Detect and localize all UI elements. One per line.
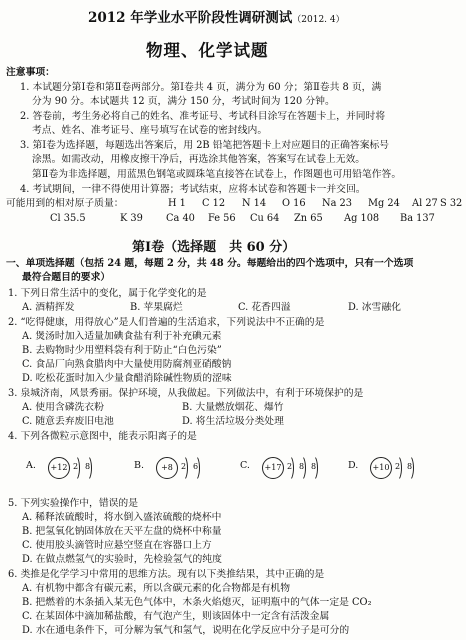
notice-line: 4. 考试期间，一律不得使用计算器；考试结束，应将本试卷和答题卡一并交回。 (20, 184, 366, 195)
question-stem: 4. 下列各微粒示意图中，能表示阳离子的是 (8, 431, 197, 442)
atom-diagram-a (26, 448, 128, 488)
exam-title (88, 6, 345, 26)
shell-count: 8 (299, 462, 305, 471)
notice-line: 考点、姓名、准考证号、座号填写在试卷的密封线内。 (32, 125, 268, 136)
atom-diagram-b (134, 448, 236, 488)
nucleus: +12 (48, 457, 70, 479)
atomic-mass-row-1 (6, 198, 464, 210)
atom-diagram-d (348, 448, 450, 488)
option: C. 花香四溢 (238, 302, 291, 313)
atom-label: C. (240, 460, 250, 471)
question-stem: 5. 下列实验操作中，错误的是 (8, 498, 139, 509)
atomic-mass: Ca 40 (166, 213, 195, 224)
option: B. 苹果腐烂 (130, 302, 183, 313)
option: A. 稀释浓硫酸时，将水倒入盛浓硫酸的烧杯中 (22, 512, 222, 523)
atom-label: D. (348, 460, 359, 471)
option: B. 把燃着的木条插入某无色气体中，木条火焰熄灭，证明瓶中的气体一定是 CO₂ (22, 597, 372, 608)
shell-count: 8 (85, 462, 91, 471)
option: A. 有机物中都含有碳元素，所以含碳元素的化合物都是有机物 (22, 583, 291, 594)
shell-count: 2 (73, 462, 79, 471)
notice-heading: 注意事项： (6, 67, 55, 78)
option: B. 大量燃放烟花、爆竹 (182, 402, 284, 413)
option: B. 把氢氧化钠固体放在天平左盘的烧杯中称量 (22, 526, 222, 537)
notice-line: 1. 本试题分第Ⅰ卷和第Ⅱ卷两部分。第Ⅰ卷共 4 页，满分为 60 分；第Ⅱ卷共 8 页，满 (20, 82, 382, 93)
shell-count: 2 (181, 462, 187, 471)
option: D. 吃松花蛋时加入少量食醋消除碱性物质的涩味 (22, 373, 232, 384)
option: D. 冰雪融化 (348, 302, 401, 313)
atomic-mass: O 16 (282, 198, 306, 209)
atom-label: B. (134, 460, 145, 471)
section-intro: 最符合题目的要求） (22, 272, 111, 283)
part1-title: 第Ⅰ卷（选择题 共 60 分） (132, 240, 296, 255)
option: A. 煲汤时加入适量加碘食盐有利于补充碘元素 (22, 331, 222, 342)
nucleus: +10 (370, 457, 392, 479)
notice-line: 涂黑。如需改动，用橡皮擦干净后，再选涂其他答案，答案写在试卷上无效。 (32, 154, 366, 165)
option: B. 去购物时少用塑料袋有利于防止“白色污染” (22, 345, 222, 356)
atomic-mass: Zn 65 (294, 213, 323, 224)
option: C. 食品厂向熟食腊肉中大量使用防腐剂亚硝酸钠 (22, 359, 232, 370)
option: D. 水在通电条件下，可分解为氧气和氢气，说明在化学反应中分子是可分的 (22, 625, 350, 636)
atom-diagram-c (240, 448, 342, 488)
notice-line: 分为 90 分。本试题共 12 页，满分 150 分，考试时间为 120 分钟。 (32, 96, 335, 107)
exam-title-text: 2012 年学业水平阶段性调研测试 (88, 10, 293, 26)
atomic-mass: H 1 (168, 198, 186, 209)
nucleus: +17 (262, 457, 284, 479)
atomic-mass: Al 27 (412, 198, 438, 209)
atomic-mass: Ag 108 (344, 213, 380, 224)
atomic-mass-intro: 可能用到的相对原子质量： (6, 198, 124, 209)
atomic-mass: Cl 35.5 (50, 213, 86, 224)
shell-count: 8 (311, 462, 317, 471)
notice-line: 2. 答卷前，考生务必将自己的姓名、准考证号、考试科目涂写在答题卡上，并同时将 (20, 111, 386, 122)
atomic-mass: S 32 (440, 198, 463, 209)
shell-count: 2 (395, 462, 401, 471)
option: D. 在做点燃氢气的实验时，先检验氢气的纯度 (22, 554, 222, 565)
atomic-mass: Ba 137 (400, 213, 435, 224)
atomic-mass: Fe 56 (208, 213, 236, 224)
question-stem: 2. “吃得健康，用得放心”是人们普遍的生活追求，下列说法中不正确的是 (8, 317, 325, 328)
nucleus: +8 (156, 457, 178, 479)
shell-count: 6 (193, 462, 199, 471)
atom-label: A. (26, 460, 36, 471)
question-stem: 6. 类推是化学学习中常用的思维方法。现有以下类推结果，其中正确的是 (8, 569, 325, 580)
atomic-mass: Cu 64 (250, 213, 280, 224)
atomic-mass: K 39 (120, 213, 143, 224)
option: A. 使用含磷洗衣粉 (22, 402, 104, 413)
question-stem: 3. 泉城济南，风景秀丽。保护环境，从我做起。下列做法中，有利于环境保护的是 (8, 388, 364, 399)
section-intro: 一、单项选择题（包括 24 题，每题 2 分，共 48 分。每题给出的四个选项中，只有一个选项 (6, 258, 414, 269)
subject-title: 物理、化学试题 (146, 41, 269, 60)
option: C. 随意丢弃废旧电池 (22, 416, 114, 427)
atomic-mass: C 12 (202, 198, 226, 209)
option: D. 将生活垃圾分类处理 (182, 416, 284, 427)
exam-date: （2012. 4） (292, 15, 345, 25)
atomic-mass: Na 23 (322, 198, 352, 209)
shell-count: 2 (287, 462, 293, 471)
atomic-mass: N 14 (242, 198, 267, 209)
notice-line: 第Ⅱ卷为非选择题，用蓝黑色钢笔或圆珠笔直接答在试卷上，作图题也可用铅笔作答。 (32, 169, 402, 180)
shell-count: 8 (407, 462, 413, 471)
option: C. 在某固体中滴加稀盐酸，有气泡产生，则该固体中一定含有活泼金属 (22, 611, 330, 622)
atomic-mass: Mg 24 (368, 198, 400, 209)
option: C. 使用胶头滴管时应悬空竖直在容器口上方 (22, 540, 212, 551)
question-stem: 1. 下列日常生活中的变化，属于化学变化的是 (8, 288, 207, 299)
option: A. 酒精挥发 (22, 302, 75, 313)
notice-line: 3. 第Ⅰ卷为选择题，每题选出答案后，用 2B 铅笔把答题卡上对应题目的正确答案标号 (20, 140, 390, 151)
